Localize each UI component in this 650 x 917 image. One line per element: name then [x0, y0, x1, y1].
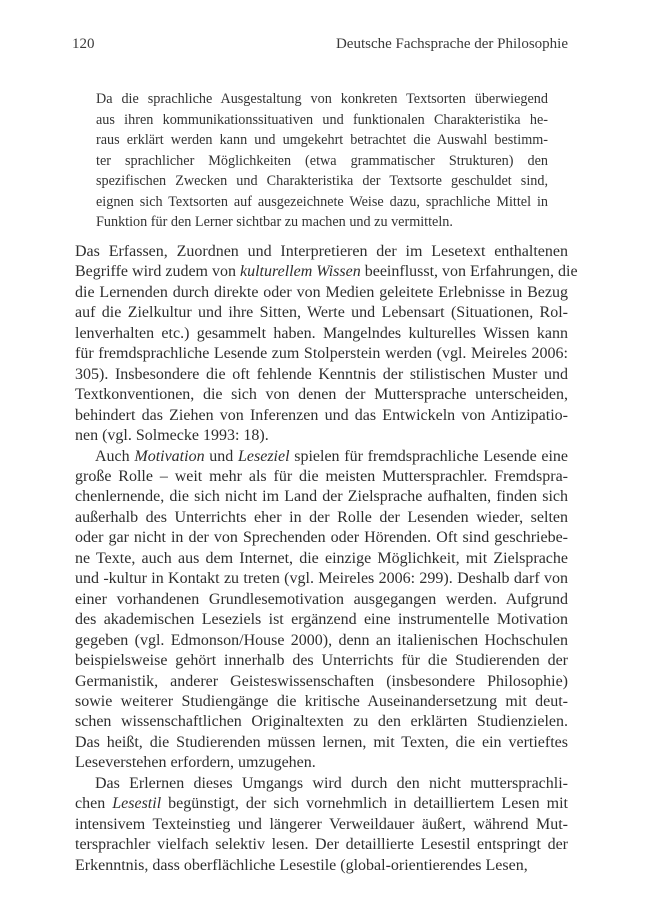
text-run: beeinflusst, von Erfahrungen, die: [360, 263, 578, 281]
text-line: [75, 447, 568, 467]
quote-line: Da die sprachliche Ausgestaltung von konkreten Textsorten überwiegend: [96, 91, 548, 107]
page-number: 120: [72, 36, 95, 52]
text-line: [75, 856, 568, 876]
text-run: tersprachler vielfach selektiv lesen. Der detaillierte Lesestil entspringt der: [75, 836, 568, 854]
emphasized-term: kulturellem Wissen: [240, 263, 361, 281]
quote-line: eignen sich Textsorten auf ausgezeichnete Weise dazu, sprachliche Mittel in: [96, 193, 548, 210]
text-run: Das Erlernen dieses Umgangs wird durch den nicht muttersprachli-: [95, 774, 568, 792]
text-line: [75, 426, 568, 446]
quote-line: aus ihren kommunikationssituativen und funktionalen Charakteristika he-: [96, 111, 548, 128]
text-run: Auch: [95, 447, 135, 465]
text-line: [75, 692, 568, 712]
quote-line: Funktion für den Lerner sichtbar zu machen und zu vermitteln.: [96, 214, 453, 230]
text-line: [75, 774, 568, 794]
body-text: [75, 242, 578, 876]
text-run: Textkonventionen, die sich von denen der Muttersprache unterscheiden,: [75, 386, 568, 404]
text-line: [75, 528, 568, 548]
text-run: intensivem Texteinstieg und längerer Verweildauer äußert, während Mut-: [75, 815, 568, 833]
text-run: spielen für fremdsprachliche Lesende eine: [289, 447, 569, 465]
text-run: außerhalb des Unterrichts eher in der Rolle der Lesenden wieder, selten: [75, 508, 568, 526]
text-line: [75, 344, 568, 364]
text-run: schen wissenschaftlichen Originaltexten zu den erklärten Studienzielen.: [75, 713, 568, 731]
text-run: Erkenntnis, dass oberflächliche Lesestile (global-orientierendes Lesen,: [75, 856, 528, 874]
text-run: große Rolle – weit mehr als für die meisten Muttersprachler. Fremdspra-: [75, 467, 568, 485]
text-run: auf die Zielkultur und ihre Sitten, Werte und Lebensart (Situationen, Rol-: [75, 304, 568, 322]
text-line: [75, 324, 568, 344]
page-header: [72, 36, 568, 56]
paragraph: [75, 774, 568, 876]
text-run: begünstigt, der sich vornehmlich in detailliertem Lesen mit: [161, 795, 569, 813]
text-run: behindert das Ziehen von Inferenzen und das Entwickeln von Antizipatio-: [75, 406, 568, 424]
running-title: Deutsche Fachsprache der Philosophie: [335, 36, 568, 52]
text-line: [75, 242, 568, 262]
quote-line: raus erklärt werden kann und umgekehrt betrachtet die Auswahl bestimm-: [96, 132, 548, 148]
text-line: [75, 651, 568, 671]
emphasized-term: Motivation: [134, 447, 205, 465]
text-line: [75, 262, 578, 282]
text-line: [75, 835, 568, 855]
text-line: [75, 365, 568, 385]
text-line: [75, 733, 568, 753]
text-run: gegeben (vgl. Edmonson/House 2000), denn an italienischen Hochschulen: [75, 631, 568, 649]
paragraph: [75, 242, 578, 447]
text-run: chenlernende, die sich nicht im Land der Zielsprache aufhalten, finden sich: [75, 488, 568, 506]
text-line: [75, 794, 568, 814]
text-line: [75, 815, 568, 835]
text-run: Das Erfassen, Zuordnen und Interpretieren der im Lesetext enthaltenen: [75, 243, 568, 260]
text-run: nen (vgl. Solmecke 1993: 18).: [75, 427, 269, 445]
quote-line: spezifischen Zwecken und Charakteristika der Textsorte geschuldet sind,: [96, 173, 548, 189]
text-run: 305). Insbesondere die oft fehlende Kenntnis der stilistischen Muster und: [75, 365, 568, 383]
text-line: [75, 467, 568, 487]
text-run: einer vorhandenen Grundlesemotivation ausgegangen werden. Aufgrund: [75, 590, 568, 608]
text-run: Begriffe wird zudem von: [75, 263, 240, 281]
text-line: [75, 508, 568, 528]
text-line: [75, 631, 568, 651]
text-line: [75, 549, 568, 569]
text-line: [75, 712, 568, 732]
text-line: [75, 283, 568, 303]
text-line: [75, 303, 568, 323]
text-run: Germanistik, anderer Geisteswissenschaften (insbesondere Philosophie): [75, 672, 568, 690]
text-run: Leseverstehen erfordern, umzugehen.: [75, 754, 316, 772]
text-line: [75, 590, 568, 610]
emphasized-term: Lesestil: [112, 795, 162, 813]
text-run: und -kultur in Kontakt zu treten (vgl. Meireles 2006: 299). Deshalb darf von: [75, 570, 568, 588]
text-line: [75, 672, 568, 692]
text-line: [75, 610, 568, 630]
text-run: für fremdsprachliche Lesende zum Stolperstein werden (vgl. Meireles 2006:: [75, 345, 568, 363]
text-run: sowie weiterer Studiengänge die kritische Auseinandersetzung mit deut-: [75, 692, 568, 710]
text-line: [75, 406, 568, 426]
text-run: oder gar nicht in der von Sprechenden oder Hörenden. Oft sind geschriebe-: [75, 529, 568, 547]
text-line: [75, 385, 568, 405]
text-run: Das heißt, die Studierenden müssen lernen, mit Texten, die ein vertieftes: [75, 733, 568, 751]
text-run: die Lernenden durch direkte oder von Medien geleitete Erlebnisse in Bezug: [75, 283, 568, 301]
block-quote: [96, 89, 548, 233]
text-run: chen: [75, 795, 113, 813]
text-run: ne Texte, auch aus dem Internet, die einzige Möglichkeit, mit Zielsprache: [75, 549, 568, 567]
text-run: und: [204, 447, 238, 465]
text-line: [75, 487, 568, 507]
quote-line: ter sprachlicher Möglichkeiten (etwa grammatischer Strukturen) den: [96, 152, 548, 169]
text-line: [75, 569, 568, 589]
text-run: des akademischen Leseziels ist ergänzend eine instrumentelle Motivation: [75, 611, 568, 629]
emphasized-term: Leseziel: [237, 447, 290, 465]
text-line: [75, 753, 568, 773]
paragraph: [75, 447, 568, 774]
text-run: beispielsweise gehört innerhalb des Unterrichts für die Studierenden der: [75, 652, 568, 670]
text-run: lenverhalten etc.) gesammelt haben. Mangelndes kulturelles Wissen kann: [75, 324, 568, 342]
